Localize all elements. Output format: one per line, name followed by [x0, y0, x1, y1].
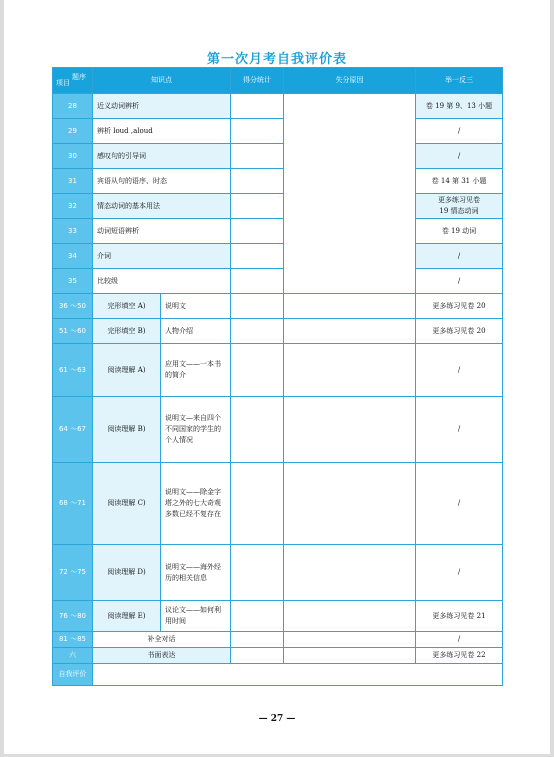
- question-type: 阅读理解 C): [93, 463, 161, 545]
- self-eval-row: [53, 664, 503, 686]
- header-xiangmu: 项目: [56, 79, 70, 87]
- score-cell[interactable]: [231, 219, 284, 244]
- row-number: 六: [53, 648, 93, 664]
- table-row: [53, 648, 503, 664]
- row-number: 64 ～67: [53, 397, 93, 463]
- reason-cell[interactable]: [284, 648, 416, 664]
- extension-cell: /: [416, 632, 503, 648]
- table-row: [53, 463, 503, 545]
- reason-cell[interactable]: [284, 294, 416, 319]
- score-cell[interactable]: [231, 169, 284, 194]
- passage-type: 议论文——如何利用时间: [161, 601, 231, 632]
- extension-cell: /: [416, 344, 503, 397]
- knowledge-point: 书面表达: [93, 648, 231, 664]
- score-cell[interactable]: [231, 94, 284, 119]
- table-row: [53, 269, 503, 294]
- header-extension: 举一反三: [416, 68, 503, 94]
- extension-cell: 卷 14 第 31 小题: [416, 169, 503, 194]
- knowledge-point: 辨析 loud ,aloud: [93, 119, 231, 144]
- score-cell[interactable]: [231, 294, 284, 319]
- extension-cell: /: [416, 144, 503, 169]
- passage-type: 人物介绍: [161, 319, 231, 344]
- extension-cell: /: [416, 269, 503, 294]
- extension-cell: 更多练习见卷 21: [416, 601, 503, 632]
- score-cell[interactable]: [231, 344, 284, 397]
- table-row: [53, 244, 503, 269]
- row-number: 76 ～80: [53, 601, 93, 632]
- table-row: [53, 119, 503, 144]
- score-cell[interactable]: [231, 119, 284, 144]
- extension-cell: 更多练习见卷 22: [416, 648, 503, 664]
- header-score: 得分统计: [231, 68, 284, 94]
- knowledge-point: 比较级: [93, 269, 231, 294]
- row-number: 68 ～71: [53, 463, 93, 545]
- extension-cell: 更多练习见卷 20: [416, 294, 503, 319]
- table-row: [53, 545, 503, 601]
- reason-cell[interactable]: [284, 397, 416, 463]
- table-row: [53, 601, 503, 632]
- score-cell[interactable]: [231, 194, 284, 219]
- table-row: [53, 294, 503, 319]
- score-cell[interactable]: [231, 144, 284, 169]
- score-cell[interactable]: [231, 632, 284, 648]
- table-header-row: [53, 68, 503, 94]
- table-row: [53, 194, 503, 219]
- reason-cell[interactable]: [284, 463, 416, 545]
- extension-cell: /: [416, 545, 503, 601]
- row-number: 34: [53, 244, 93, 269]
- row-number: 72 ～75: [53, 545, 93, 601]
- reason-cell[interactable]: [284, 601, 416, 632]
- knowledge-point: 动词短语辨析: [93, 219, 231, 244]
- reason-cell[interactable]: [284, 545, 416, 601]
- reason-cell[interactable]: [284, 94, 416, 294]
- header-reason: 失分原因: [284, 68, 416, 94]
- question-type: 阅读理解 D): [93, 545, 161, 601]
- row-number: 32: [53, 194, 93, 219]
- question-type: 阅读理解 A): [93, 344, 161, 397]
- reason-cell[interactable]: [284, 632, 416, 648]
- row-number: 33: [53, 219, 93, 244]
- question-type: 完形填空 A): [93, 294, 161, 319]
- knowledge-point: 感叹句的引导词: [93, 144, 231, 169]
- table-row: [53, 94, 503, 119]
- row-number: 30: [53, 144, 93, 169]
- extension-cell: 更多练习见卷 20: [416, 319, 503, 344]
- table-row: [53, 169, 503, 194]
- table-row: [53, 144, 503, 169]
- question-type: 阅读理解 B): [93, 397, 161, 463]
- question-type: 完形填空 B): [93, 319, 161, 344]
- passage-type: 应用文——一本书的简介: [161, 344, 231, 397]
- reason-cell[interactable]: [284, 344, 416, 397]
- extension-cell: /: [416, 244, 503, 269]
- passage-type: 说明文—来自四个不同国家的学生的个人情况: [161, 397, 231, 463]
- row-number: 31: [53, 169, 93, 194]
- extension-cell: /: [416, 397, 503, 463]
- question-type: 阅读理解 E): [93, 601, 161, 632]
- score-cell[interactable]: [231, 397, 284, 463]
- page-number: — 27 —: [258, 714, 296, 724]
- passage-type: 说明文: [161, 294, 231, 319]
- knowledge-point: 近义动词辨析: [93, 94, 231, 119]
- knowledge-point: 情态动词的基本用法: [93, 194, 231, 219]
- score-cell[interactable]: [231, 601, 284, 632]
- score-cell[interactable]: [231, 545, 284, 601]
- page-title: 第一次月考自我评价表: [206, 52, 347, 67]
- self-eval-input[interactable]: [93, 664, 503, 686]
- score-cell[interactable]: [231, 463, 284, 545]
- extension-cell: 卷 19 动词: [416, 219, 503, 244]
- table-row: [53, 632, 503, 648]
- table-row: [53, 397, 503, 463]
- knowledge-point: 补全对话: [93, 632, 231, 648]
- row-number: 61 ～63: [53, 344, 93, 397]
- score-cell[interactable]: [231, 648, 284, 664]
- passage-type: 说明文——海外经历的相关信息: [161, 545, 231, 601]
- row-number: 36 ～50: [53, 294, 93, 319]
- row-number: 81 ～85: [53, 632, 93, 648]
- header-diagonal-cell: [53, 68, 93, 94]
- knowledge-point: 介词: [93, 244, 231, 269]
- passage-type: 说明文——除金字塔之外的七大奇观多数已经不复存在: [161, 463, 231, 545]
- table-row: [53, 344, 503, 397]
- extension-cell: 卷 19 第 9、13 小题: [416, 94, 503, 119]
- reason-cell[interactable]: [284, 319, 416, 344]
- row-number: 51 ～60: [53, 319, 93, 344]
- table-row: [53, 319, 503, 344]
- table-row: [53, 219, 503, 244]
- score-cell[interactable]: [231, 269, 284, 294]
- score-cell[interactable]: [231, 244, 284, 269]
- evaluation-table: [52, 67, 503, 686]
- score-cell[interactable]: [231, 319, 284, 344]
- row-number: 35: [53, 269, 93, 294]
- row-number: 28: [53, 94, 93, 119]
- extension-cell: /: [416, 463, 503, 545]
- row-number: 29: [53, 119, 93, 144]
- extension-cell: /: [416, 119, 503, 144]
- header-tihao: 题序: [72, 73, 86, 81]
- self-eval-label: 自我评价: [53, 664, 93, 686]
- header-knowledge: 知识点: [93, 68, 231, 94]
- knowledge-point: 宾语从句的语序、时态: [93, 169, 231, 194]
- extension-cell: 更多练习见卷 19 情态动词: [416, 194, 503, 219]
